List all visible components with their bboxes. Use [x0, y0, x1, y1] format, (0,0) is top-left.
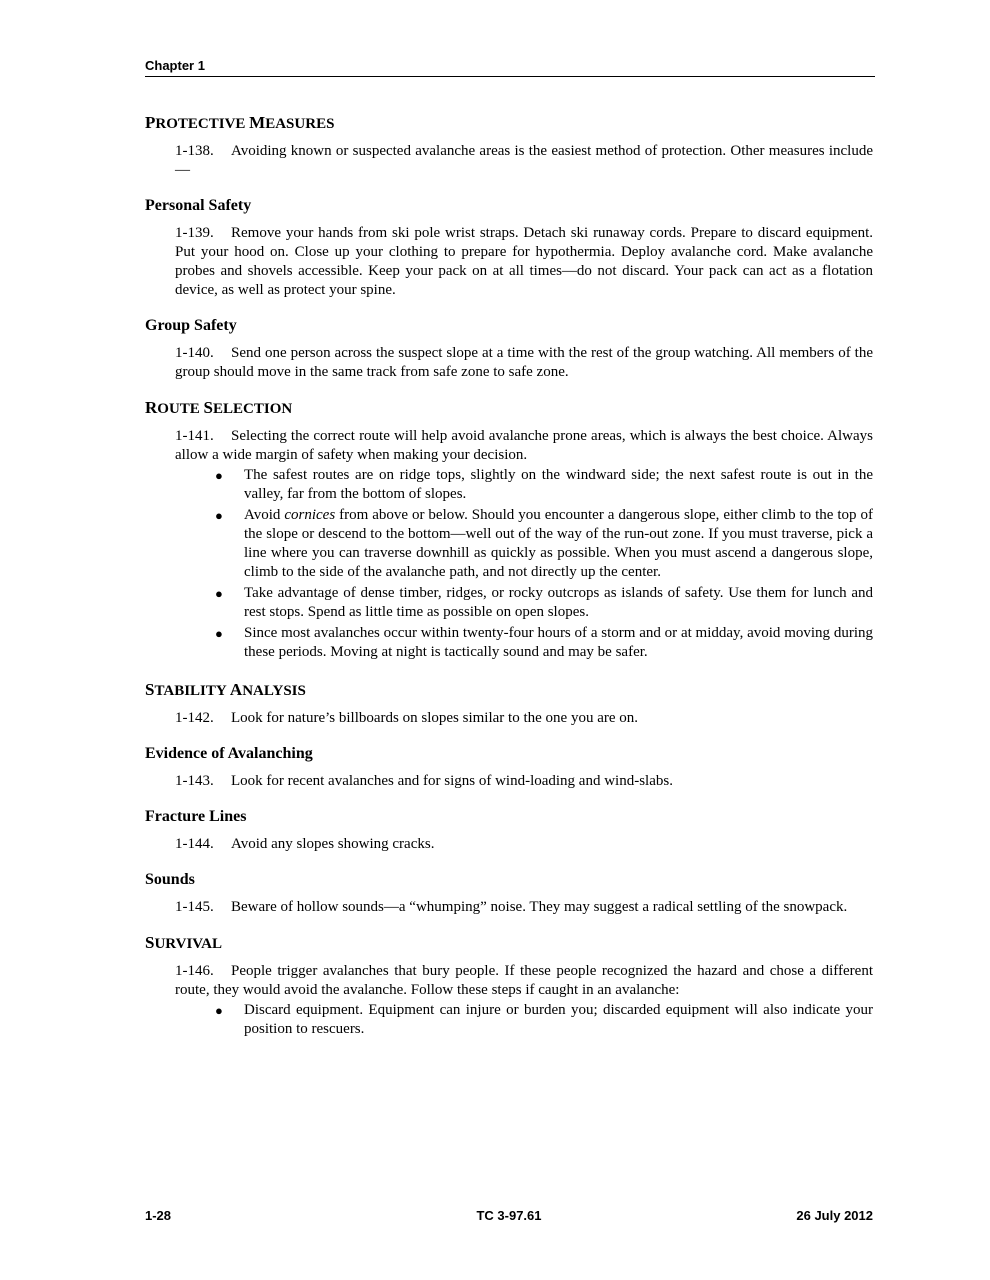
paragraph-number: 1-143.: [175, 773, 214, 789]
paragraph-number: 1-139.: [175, 225, 214, 241]
survival-bullet-list: [145, 1001, 873, 1039]
paragraph-number: 1-144.: [175, 836, 214, 852]
paragraph-1-142: 1-142. Look for nature’s billboards on slopes similar to the one you are on.: [175, 710, 638, 726]
running-head: [145, 58, 875, 77]
heading-group-safety: Group Safety: [145, 317, 237, 334]
heading-stability-analysis: STABILITY ANALYSIS: [145, 680, 306, 699]
publication-date: 26 July 2012: [796, 1208, 873, 1223]
list-item: ● Take advantage of dense timber, ridges, or rocky outcrops as islands of safety. Use them for lunch and rest stops. Spend as little time as possible on open slopes.: [215, 585, 873, 620]
paragraph-1-146: 1-146. People trigger avalanches that bury people. If these people recognized the hazard and chose a different route, they would avoid the avalanche. Follow these steps if caught in an avalanche:: [175, 963, 873, 998]
paragraph-number: 1-145.: [175, 899, 214, 915]
heading-protective-measures: PROTECTIVE MEASURES: [145, 113, 335, 132]
heading-personal-safety: Personal Safety: [145, 197, 252, 214]
document-id: TC 3-97.61: [476, 1208, 542, 1223]
paragraph-1-144: 1-144. Avoid any slopes showing cracks.: [175, 836, 435, 852]
paragraph-1-138: 1-138. Avoiding known or suspected avalanche areas is the easiest method of protection. Other measures include—: [175, 143, 873, 178]
heading-fracture-lines: Fracture Lines: [145, 808, 247, 825]
list-item: ● Avoid cornices from above or below. Should you encounter a dangerous slope, either climb to the top of the slope or descend to the bottom—well out of the way of the run-out zone. If you must traverse, pick a line where you can traverse downhill as quickly as possible. When you must ascend a dangerous slope, climb to the side of the avalanche path, and not directly up the center.: [215, 507, 874, 580]
paragraph-1-141: 1-141. Selecting the correct route will help avoid avalanche prone areas, which is always the best choice. Always allow a wide margin of safety when making your decision.: [175, 428, 873, 463]
heading-sounds: Sounds: [145, 871, 195, 888]
paragraph-number: 1-138.: [175, 143, 214, 159]
heading-survival: SURVIVAL: [145, 933, 223, 952]
paragraph-1-140: 1-140. Send one person across the suspect slope at a time with the rest of the group watching. All members of the group should move in the same track from safe zone to safe zone.: [175, 345, 873, 380]
list-item: ● The safest routes are on ridge tops, slightly on the windward side; the next safest route is out in the valley, far from the bottom of slopes.: [215, 467, 873, 502]
paragraph-number: 1-140.: [175, 345, 214, 361]
paragraph-number: 1-141.: [175, 428, 214, 444]
heading-evidence-of-avalanching: Evidence of Avalanching: [145, 745, 313, 762]
route-bullet-list: [145, 466, 873, 662]
paragraph-number: 1-146.: [175, 963, 214, 979]
list-item: ● Since most avalanches occur within twenty-four hours of a storm and or at midday, avoid moving during these periods. Moving at night is tactically sound and may be safer.: [215, 625, 873, 660]
page-number: 1-28: [145, 1208, 172, 1223]
paragraph-1-139: 1-139. Remove your hands from ski pole wrist straps. Detach ski runaway cords. Prepare to discard equipment. Put your hood on. Close up your clothing to prepare for hypothermia. Deploy avalanche cord. Make avalanche probes and shovels accessible. Keep your pack on at all times—do not discard. Your pack can act as a flotation device, as well as protect your spine.: [175, 225, 873, 298]
paragraph-number: 1-142.: [175, 710, 214, 726]
page-content: [145, 113, 873, 1041]
paragraph-1-143: 1-143. Look for recent avalanches and for signs of wind-loading and wind-slabs.: [175, 773, 673, 789]
list-item: ● Discard equipment. Equipment can injure or burden you; discarded equipment will also indicate your position to rescuers.: [215, 1002, 873, 1037]
heading-route-selection: ROUTE SELECTION: [145, 398, 293, 417]
paragraph-1-145: 1-145. Beware of hollow sounds—a “whumping” noise. They may suggest a radical settling of the snowpack.: [175, 899, 848, 915]
chapter-label: Chapter 1: [145, 58, 205, 73]
